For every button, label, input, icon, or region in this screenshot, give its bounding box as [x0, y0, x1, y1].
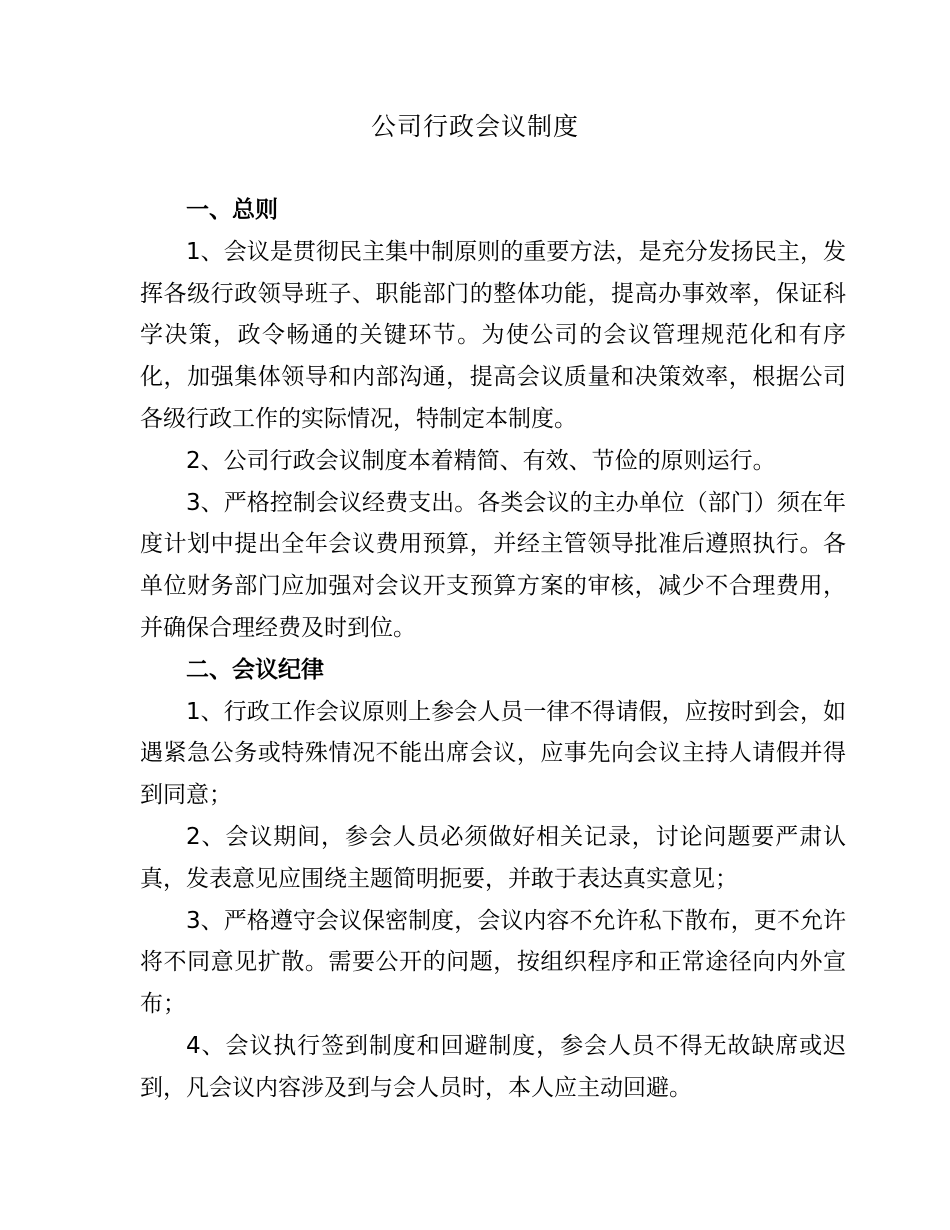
paragraph: 1、行政工作会议原则上参会人员一律不得请假，应按时到会，如遇紧急公务或特殊情况不能出席会议，应事先向会议主持人请假并得到同意；: [140, 698, 846, 809]
paragraph: 4、会议执行签到制度和回避制度，参会人员不得无故缺席或迟到，凡会议内容涉及到与会人员时，本人应主动回避。: [140, 1032, 846, 1101]
paragraph: 2、会议期间，参会人员必须做好相关记录，讨论问题要严肃认真，发表意见应围绕主题简明扼要，并敢于表达真实意见；: [140, 823, 846, 892]
paragraph: 3、严格控制会议经费支出。各类会议的主办单位（部门）须在年度计划中提出全年会议费用预算，并经主管领导批准后遵照执行。各单位财务部门应加强对会议开支预算方案的审核，减少不合理费用，并确保合理经费及时到位。: [140, 489, 846, 641]
section-heading-discipline: 二、会议纪律: [186, 656, 324, 683]
section-heading-general: 一、总则: [186, 197, 278, 223]
paragraph: 3、严格遵守会议保密制度，会议内容不允许私下散布，更不允许将不同意见扩散。需要公开的问题，按组织程序和正常途径向内外宣布；: [140, 907, 846, 1018]
paragraph: 1、会议是贯彻民主集中制原则的重要方法，是充分发扬民主，发挥各级行政领导班子、职能部门的整体功能，提高办事效率，保证科学决策，政令畅通的关键环节。为使公司的会议管理规范化和有序化，加强集体领导和内部沟通，提高会议质量和决策效率，根据公司各级行政工作的实际情况，特制定本制度。: [140, 238, 846, 432]
document-body: [140, 190, 846, 1110]
paragraph: 2、公司行政会议制度本着精简、有效、节俭的原则运行。: [186, 447, 776, 474]
page-title: 公司行政会议制度: [370, 112, 579, 141]
